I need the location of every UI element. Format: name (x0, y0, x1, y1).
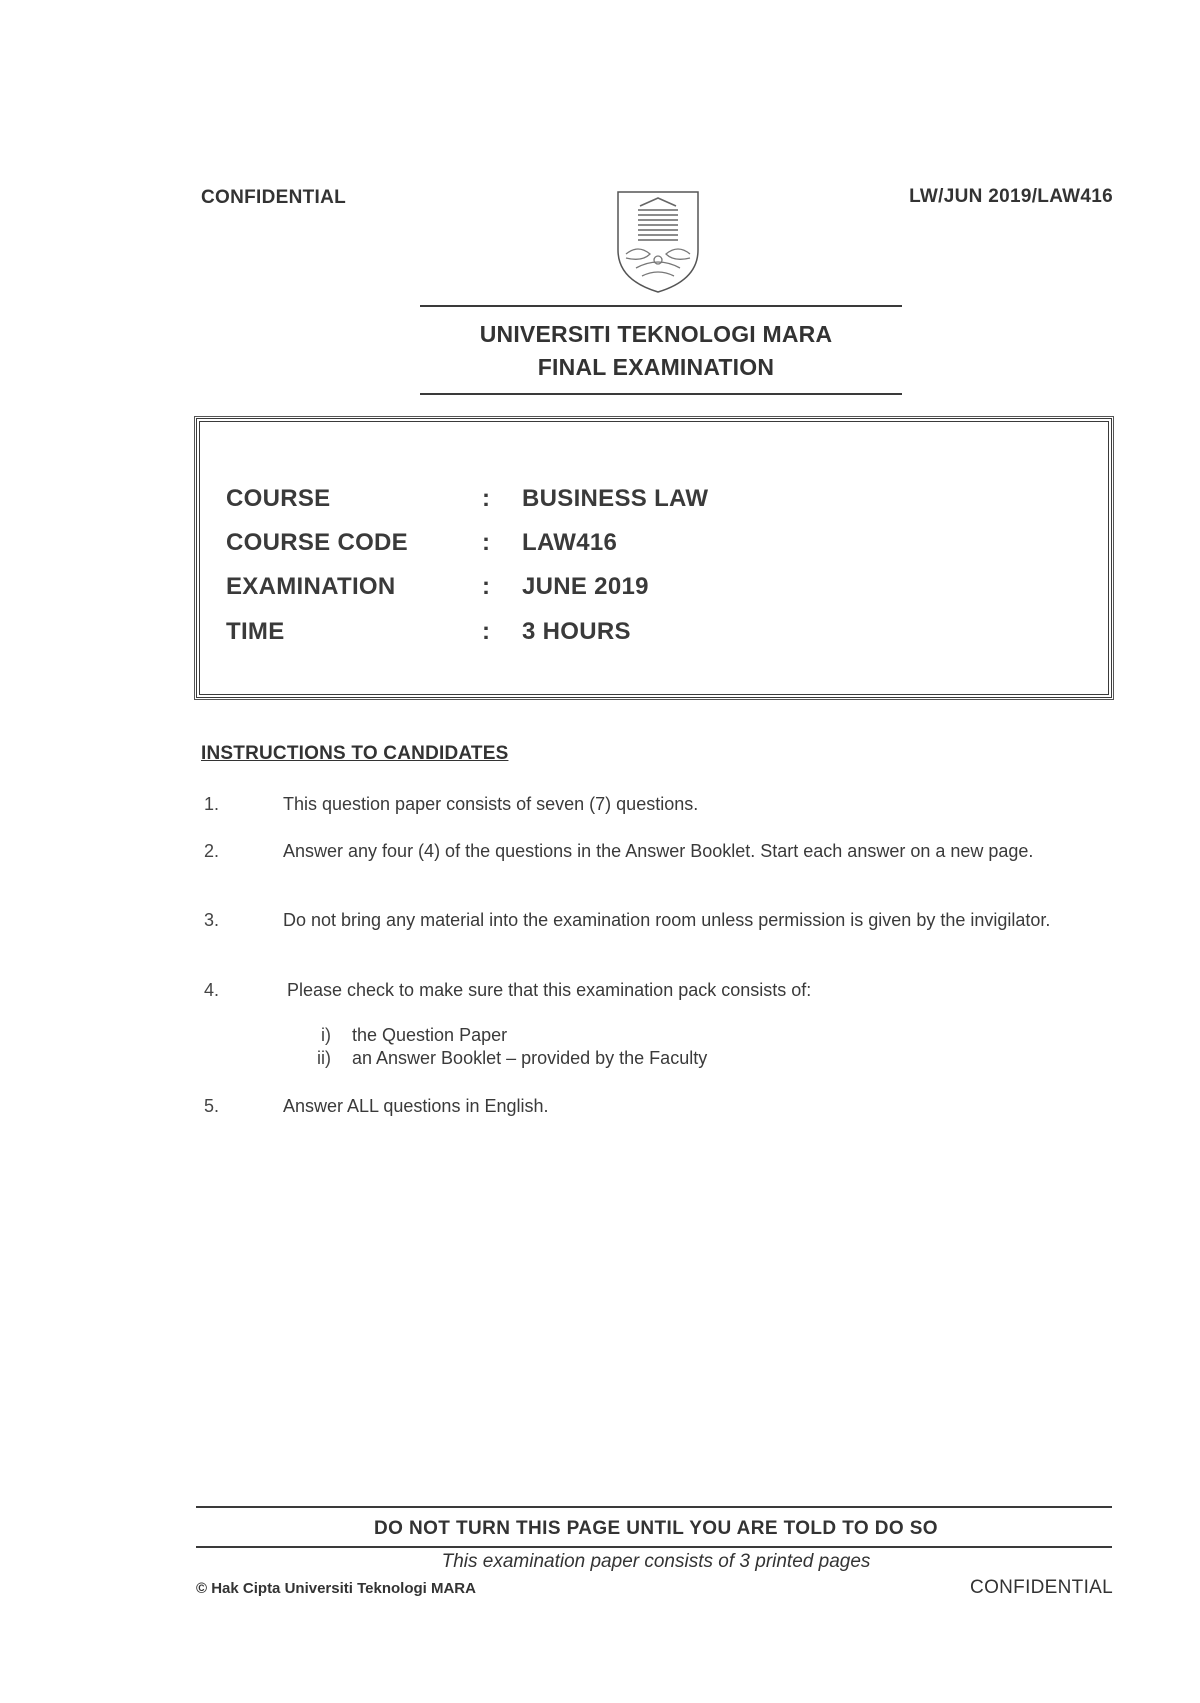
info-row-course-code (200, 529, 1108, 561)
header-confidential: CONFIDENTIAL (201, 187, 347, 208)
instruction-text: Answer any four (4) of the questions in the Answer Booklet. Start each answer on a new page. (283, 841, 1034, 861)
uitm-crest-icon (614, 188, 702, 296)
instruction-text: Do not bring any material into the examination room unless permission is given by the invigilator. (283, 910, 1051, 930)
subitem-number: i) (321, 1025, 331, 1045)
info-colon: : (482, 485, 490, 512)
title-bottom-rule (420, 393, 902, 395)
subitem-text: an Answer Booklet – provided by the Faculty (352, 1048, 708, 1068)
info-colon: : (482, 529, 490, 556)
instruction-number: 1. (204, 794, 220, 814)
subitem-number: ii) (317, 1048, 331, 1068)
instruction-number: 5. (204, 1096, 220, 1116)
footer-page-count: This examination paper consists of 3 printed pages (441, 1551, 871, 1572)
info-row-course (200, 485, 1108, 517)
info-value: JUNE 2019 (522, 573, 649, 600)
info-colon: : (482, 618, 490, 645)
info-row-time (200, 618, 1108, 650)
footer-copyright: © Hak Cipta Universiti Teknologi MARA (196, 1580, 476, 1597)
university-name: UNIVERSITI TEKNOLOGI MARA (479, 321, 833, 347)
instruction-number: 4. (204, 980, 220, 1000)
instruction-text: Please check to make sure that this examination pack consists of: (287, 980, 812, 1000)
footer-top-rule (196, 1506, 1112, 1508)
info-colon: : (482, 573, 490, 600)
instruction-number: 3. (204, 910, 220, 930)
header-paper-code: LW/JUN 2019/LAW416 (909, 186, 1113, 207)
title-top-rule (420, 305, 902, 307)
exam-type: FINAL EXAMINATION (537, 354, 775, 380)
course-info-box (196, 418, 1112, 698)
info-label: TIME (226, 618, 285, 645)
instruction-number: 2. (204, 841, 220, 861)
info-label: EXAMINATION (226, 573, 396, 600)
info-value: 3 HOURS (522, 618, 631, 645)
footer-confidential: CONFIDENTIAL (970, 1577, 1113, 1598)
info-row-examination (200, 573, 1108, 605)
info-value: LAW416 (522, 529, 618, 556)
footer-warning: DO NOT TURN THIS PAGE UNTIL YOU ARE TOLD TO DO SO (374, 1518, 938, 1539)
footer-bottom-rule (196, 1546, 1112, 1548)
info-value: BUSINESS LAW (522, 485, 709, 512)
info-label: COURSE (226, 485, 331, 512)
instruction-text: Answer ALL questions in English. (283, 1096, 549, 1116)
info-label: COURSE CODE (226, 529, 408, 556)
instruction-text: This question paper consists of seven (7) questions. (283, 794, 699, 814)
instructions-heading: INSTRUCTIONS TO CANDIDATES (201, 743, 509, 764)
subitem-text: the Question Paper (352, 1025, 508, 1045)
